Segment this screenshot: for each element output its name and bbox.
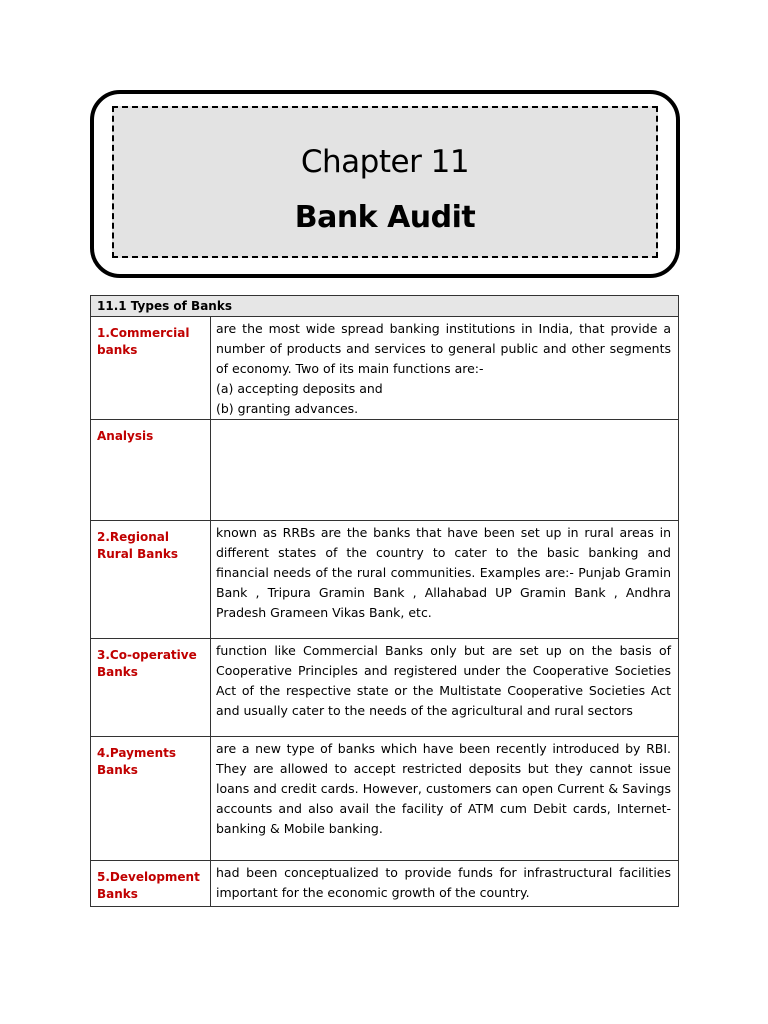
row-description-analysis xyxy=(211,420,679,521)
description-list-item: (a) accepting deposits and xyxy=(216,381,383,396)
table-row-co-operative-banks xyxy=(91,639,679,737)
row-label-regional-rural-banks: 2.Regional Rural Banks xyxy=(91,521,211,639)
table-row-commercial-banks xyxy=(91,317,679,420)
row-label-analysis: Analysis xyxy=(91,420,211,521)
row-label-payments-banks: 4.Payments Banks xyxy=(91,737,211,861)
row-description-regional-rural-banks: known as RRBs are the banks that have been set up in rural areas in different states of the country to cater to the basic banking and financial needs of the rural communities. Examples are:- Punjab Gramin Bank , Tripura Gramin Bank , Allahabad UP Gramin Bank , Andhra Pradesh Grameen Vikas Bank, etc. xyxy=(211,521,679,639)
description-paragraph: are the most wide spread banking institutions in India, that provide a number of products and services to general public and other segments of economy. Two of its main functions are:- xyxy=(216,321,671,376)
table-row-development-banks xyxy=(91,861,679,907)
table-row-regional-rural-banks xyxy=(91,521,679,639)
types-of-banks-table xyxy=(90,295,679,907)
description-list-item: (b) granting advances. xyxy=(216,401,359,416)
row-label-development-banks: 5.Development Banks xyxy=(91,861,211,907)
row-description-development-banks: had been conceptualized to provide funds for infrastructural facilities important for the economic growth of the country. xyxy=(211,861,679,907)
chapter-title-inner-box xyxy=(112,106,658,258)
chapter-title: Bank Audit xyxy=(294,200,476,235)
row-description-co-operative-banks: function like Commercial Banks only but are set up on the basis of Cooperative Principles and registered under the Cooperative Societies Act of the respective state or the Multistate Cooperative Societies Act and usually cater to the needs of the agricultural and rural sectors xyxy=(211,639,679,737)
table-heading-row xyxy=(91,296,679,317)
row-description-commercial-banks xyxy=(211,317,679,420)
chapter-number: Chapter 11 xyxy=(300,144,470,180)
row-label-co-operative-banks: 3.Co-operative Banks xyxy=(91,639,211,737)
chapter-title-box xyxy=(90,90,680,278)
table-row-analysis xyxy=(91,420,679,521)
table-heading: 11.1 Types of Banks xyxy=(91,296,679,317)
table-row-payments-banks xyxy=(91,737,679,861)
row-label-commercial-banks: 1.Commercial banks xyxy=(91,317,211,420)
row-description-payments-banks: are a new type of banks which have been recently introduced by RBI. They are allowed to accept restricted deposits but they cannot issue loans and credit cards. However, customers can open Current & Savings accounts and also avail the facility of ATM cum Debit cards, Internet-banking & Mobile banking. xyxy=(211,737,679,861)
